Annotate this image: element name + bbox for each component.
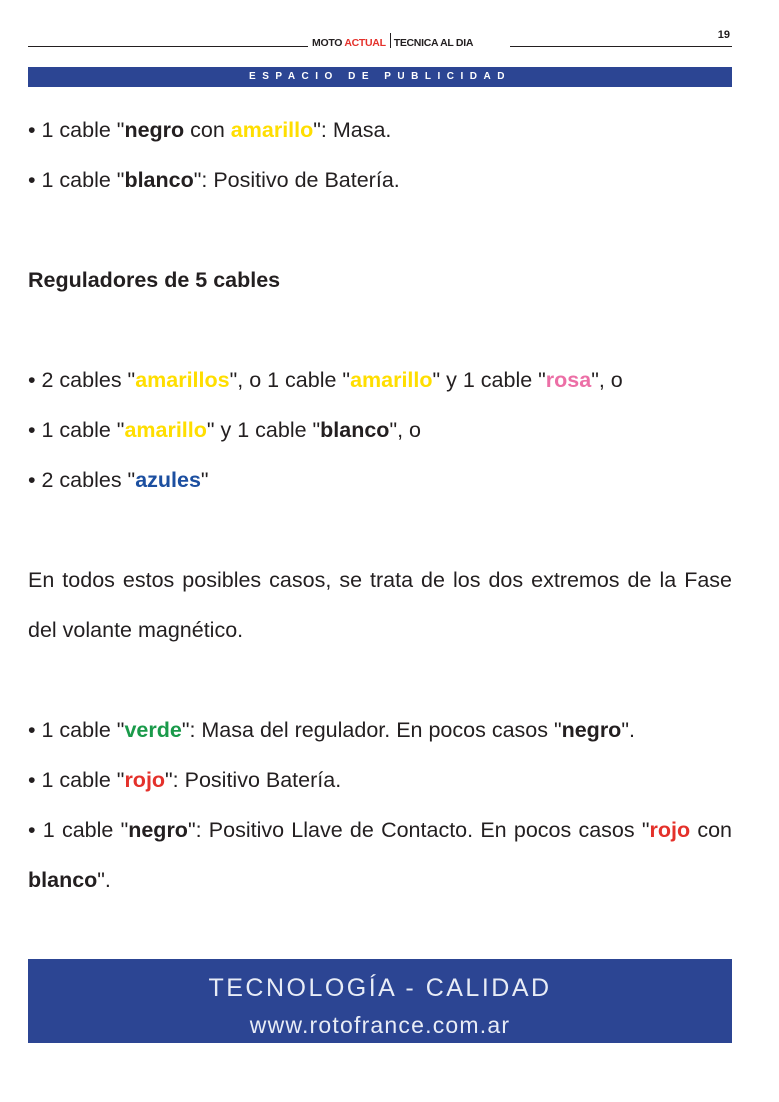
brand-moto: MOTO xyxy=(312,37,343,49)
highlighted-term: Reguladores de 5 cables xyxy=(28,268,281,292)
text-line xyxy=(28,455,732,505)
highlighted-term: rosa xyxy=(545,368,592,392)
highlighted-term: amarillos xyxy=(135,368,230,392)
text-segment: ": Positivo de Batería. xyxy=(193,168,400,192)
paragraph-spacer xyxy=(28,505,732,555)
text-segment: " y 1 cable " xyxy=(206,418,321,442)
section-heading xyxy=(28,255,732,305)
text-line xyxy=(28,355,732,405)
text-segment: con xyxy=(184,118,231,142)
highlighted-term: blanco xyxy=(124,168,194,192)
page-number: 19 xyxy=(717,29,730,41)
text-line xyxy=(28,555,732,655)
article-body xyxy=(28,105,732,905)
highlighted-term: azules xyxy=(135,468,201,492)
page-header xyxy=(28,26,732,50)
header-rule-right xyxy=(510,46,732,47)
text-segment: ": Masa. xyxy=(313,118,392,142)
highlighted-term: blanco xyxy=(28,868,98,892)
paragraph-spacer xyxy=(28,205,732,255)
text-segment: • 1 cable " xyxy=(28,718,125,742)
text-segment: ", o 1 cable " xyxy=(229,368,351,392)
text-line xyxy=(28,155,732,205)
highlighted-term: blanco xyxy=(320,418,390,442)
text-line xyxy=(28,405,732,455)
paragraph-spacer xyxy=(28,305,732,355)
text-segment: • 1 cable " xyxy=(28,168,125,192)
highlighted-term: amarillo xyxy=(230,118,314,142)
highlighted-term: amarillo xyxy=(124,418,207,442)
text-segment: • 1 cable " xyxy=(28,768,125,792)
text-line xyxy=(28,755,732,805)
highlighted-term: rojo xyxy=(649,818,691,842)
text-segment: ", o xyxy=(591,368,623,392)
highlighted-term: rojo xyxy=(124,768,166,792)
text-line xyxy=(28,705,732,755)
text-line xyxy=(28,105,732,155)
text-segment: En todos estos posibles casos, se trata de los dos extremos de la Fase del volante magnético. xyxy=(28,568,732,642)
text-segment: " xyxy=(200,468,209,492)
paragraph-spacer xyxy=(28,655,732,705)
text-segment: " y 1 cable " xyxy=(432,368,546,392)
header-rule-left xyxy=(28,46,308,47)
text-segment: • 2 cables " xyxy=(28,368,136,392)
text-segment: ": Positivo Llave de Contacto. En pocos casos " xyxy=(187,818,650,842)
header-title xyxy=(312,33,473,49)
highlighted-term: negro xyxy=(561,718,622,742)
highlighted-term: negro xyxy=(128,818,188,842)
text-segment: ". xyxy=(621,718,635,742)
section-name: TECNICA AL DIA xyxy=(393,37,474,49)
text-segment: • 1 cable " xyxy=(28,818,129,842)
text-segment: con xyxy=(690,818,733,842)
footer-website-link[interactable]: www.rotofrance.com.ar xyxy=(249,1012,511,1038)
ad-space-banner: ESPACIO DE PUBLICIDAD xyxy=(28,67,732,87)
header-separator xyxy=(390,33,391,48)
text-segment: ": Masa del regulador. En pocos casos " xyxy=(181,718,562,742)
highlighted-term: negro xyxy=(124,118,185,142)
highlighted-term: verde xyxy=(124,718,182,742)
text-segment: ". xyxy=(97,868,111,892)
text-segment: • 2 cables " xyxy=(28,468,136,492)
text-segment: ": Positivo Batería. xyxy=(165,768,342,792)
footer-banner[interactable] xyxy=(28,959,732,1043)
text-segment: • 1 cable " xyxy=(28,418,125,442)
text-segment: • 1 cable " xyxy=(28,118,125,142)
brand-actual: ACTUAL xyxy=(344,37,386,49)
highlighted-term: amarillo xyxy=(350,368,433,392)
text-line xyxy=(28,805,732,905)
text-segment: ", o xyxy=(389,418,421,442)
footer-slogan: TECNOLOGÍA - CALIDAD xyxy=(208,974,552,1002)
